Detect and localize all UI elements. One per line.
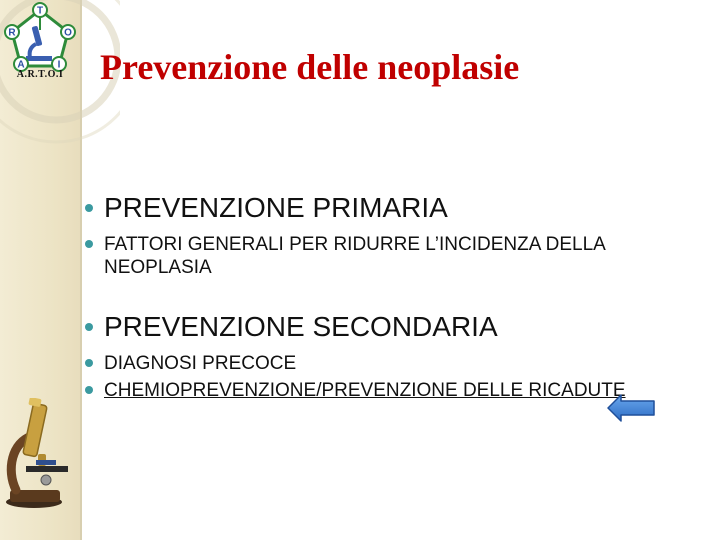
svg-text:A: A — [17, 59, 25, 71]
bullet-text: DIAGNOSI PRECOCE — [104, 353, 297, 374]
bullet-dot-icon — [85, 359, 93, 367]
chemoprevention-link[interactable]: CHEMIOPREVENZIONE/PREVENZIONE DELLE RICADUTE — [104, 380, 626, 401]
bullet-dot-icon — [85, 240, 93, 248]
left-arrow-icon[interactable] — [606, 392, 656, 424]
bullet-list — [85, 191, 685, 402]
logo-caption: A.R.T.O.I — [16, 69, 64, 80]
bullet-dot-icon — [85, 386, 93, 394]
bullet-item-primary-prevention — [85, 191, 685, 225]
bullet-text: FATTORI GENERALI PER RIDURRE L’INCIDENZA DELLA NEOPLASIA — [104, 234, 605, 278]
svg-text:I: I — [57, 59, 61, 71]
slide-title: Prevenzione delle neoplasie — [100, 47, 520, 87]
bullet-dot-icon — [85, 323, 93, 331]
bullet-text: PREVENZIONE PRIMARIA — [104, 192, 448, 223]
logo-letter-top — [33, 3, 47, 17]
svg-text:O: O — [64, 27, 72, 39]
bullet-item-secondary-prevention — [85, 310, 685, 344]
bullet-item-general-factors — [85, 233, 685, 279]
bullet-dot-icon — [85, 204, 93, 212]
bullet-item-chemoprevention — [85, 379, 685, 402]
microscope-icon — [2, 398, 78, 510]
bullet-item-early-diagnosis — [85, 352, 685, 375]
svg-text:T: T — [36, 5, 44, 17]
logo-letter-right — [61, 25, 75, 39]
svg-text:R: R — [8, 27, 16, 39]
bullet-text: PREVENZIONE SECONDARIA — [104, 311, 498, 342]
logo-letter-left — [5, 25, 19, 39]
